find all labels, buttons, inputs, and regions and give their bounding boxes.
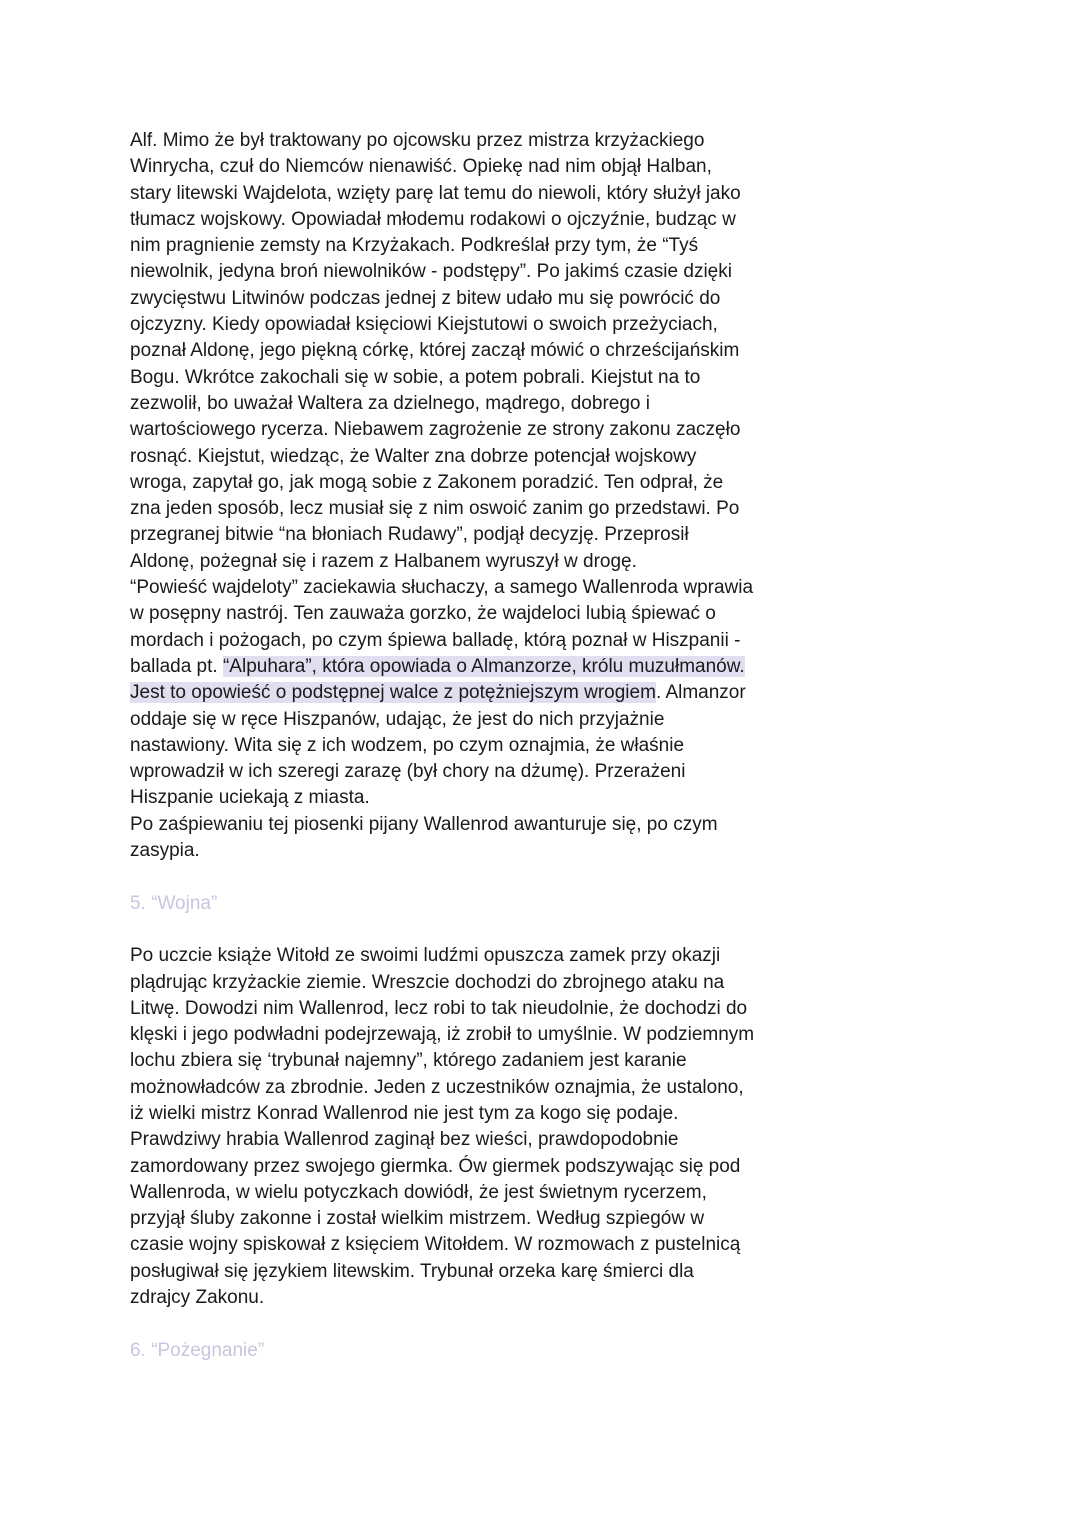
text-line: Wallenroda, w wielu potyczkach dowiódł, że jest świetnym rycerzem, (130, 1181, 707, 1203)
text-line: plądrując krzyżackie ziemie. Wreszcie dochodzi do zbrojnego ataku na (130, 971, 725, 993)
text-line: Aldonę, pożegnał się i razem z Halbanem wyruszył w drogę. (130, 550, 637, 572)
text-line: oddaje się w ręce Hiszpanów, udając, że jest do nich przyjażnie (130, 708, 665, 730)
text-line: zwycięstwu Litwinów podczas jednej z bitew udało mu się powrócić do (130, 287, 721, 309)
text-line: Litwę. Dowodzi nim Wallenrod, lecz robi to tak nieudolnie, że dochodzi do (130, 997, 748, 1019)
text-line: Hiszpanie uciekają z miasta. (130, 787, 370, 809)
text-line: “Powieść wajdeloty” zaciekawia słuchaczy, a samego Wallenroda wprawia (130, 577, 754, 599)
text-run: ballada pt. (130, 655, 223, 677)
highlighted-text: Jest to opowieść o podstępnej walce z potężniejszym wrogiem (130, 682, 656, 704)
document-page (130, 128, 810, 1364)
spacer (130, 864, 810, 890)
spacer (130, 1311, 810, 1337)
text-line: rosnąć. Kiejstut, wiedząc, że Walter zna dobrze potencjał wojskowy (130, 445, 697, 467)
text-line: zezwolił, bo uważał Waltera za dzielnego, mądrego, dobrego i (130, 392, 650, 414)
text-line: Alf. Mimo że był traktowany po ojcowsku przez mistrza krzyżackiego (130, 130, 705, 151)
text-line: wartościowego rycerza. Niebawem zagrożenie ze strony zakonu zaczęło (130, 419, 741, 441)
text-line: zdrajcy Zakonu. (130, 1287, 265, 1309)
text-line: poznał Aldonę, jego piękną córkę, której zaczął mówić o chrześcijańskim (130, 340, 740, 362)
text-line: Prawdziwy hrabia Wallenrod zaginął bez wieści, prawdopodobnie (130, 1129, 679, 1151)
text-line: stary litewski Wajdelota, wzięty parę lat temu do niewoli, który służył jako (130, 182, 741, 204)
text-line: posługiwał się językiem litewskim. Trybunał orzeka karę śmierci dla (130, 1260, 694, 1282)
text-line: niewolnik, jedyna broń niewolników - podstępy”. Po jakimś czasie dzięki (130, 261, 732, 283)
text-line: przyjął śluby zakonne i został wielkim mistrzem. Według szpiegów w (130, 1208, 705, 1230)
text-line: iż wielki mistrz Konrad Wallenrod nie jest tym za kogo się podaje. (130, 1102, 679, 1124)
text-line: klęski i jego podwładni podejrzewają, iż zrobił to umyślnie. W podziemnym (130, 1024, 755, 1046)
section-6-heading: 6. “Pożegnanie” (130, 1339, 265, 1361)
text-line: Po zaśpiewaniu tej piosenki pijany Wallenrod awanturuje się, po czym (130, 813, 718, 835)
text-line: zasypia. (130, 840, 200, 862)
text-line: nim pragnienie zemsty na Krzyżakach. Podkreślał przy tym, że “Tyś (130, 235, 699, 257)
text-line: Bogu. Wkrótce zakochali się w sobie, a potem pobrali. Kiejstut na to (130, 366, 701, 388)
section-5-paragraph (130, 943, 810, 1311)
text-line: lochu zbiera się ‘trybunał najemny”, którego zadaniem jest karanie (130, 1050, 687, 1072)
text-line: wroga, zapytał go, jak mogą sobie z Zakonem poradzić. Ten odprał, że (130, 471, 724, 493)
section-4-paragraph (130, 128, 810, 864)
text-line: zamordowany przez swojego giermka. Ów giermek podszywając się pod (130, 1155, 741, 1177)
text-line: wprowadził w ich szeregi zarazę (był chory na dżumę). Przerażeni (130, 761, 686, 783)
text-line: zna jeden sposób, lecz musiał się z nim oswoić zanim go przedstawi. Po (130, 498, 740, 520)
text-line: nastawiony. Wita się z ich wodzem, po czym oznajmia, że właśnie (130, 734, 685, 756)
section-5-heading: 5. “Wojna” (130, 892, 218, 914)
text-line: możnowładców za zbrodnie. Jeden z uczestników oznajmia, że ustalono, (130, 1076, 744, 1098)
spacer (130, 917, 810, 943)
text-line: ojczyzny. Kiedy opowiadał księciowi Kiejstutowi o swoich przeżyciach, (130, 314, 718, 336)
text-line (130, 680, 810, 706)
text-line: czasie wojny spiskował z księciem Witołdem. W rozmowach z pustelnicą (130, 1234, 741, 1256)
text-line: mordach i pożogach, po czym śpiewa balladę, którą poznał w Hiszpanii - (130, 629, 741, 651)
text-line: przegranej bitwie “na błoniach Rudawy”, podjął decyzję. Przeprosił (130, 524, 689, 546)
highlighted-text: “Alpuhara”, która opowiada o Almanzorze, królu muzułmanów. (222, 655, 745, 677)
text-line: Po uczcie książe Witołd ze swoimi ludźmi opuszcza zamek przy okazji (130, 945, 721, 967)
text-line (130, 654, 810, 680)
text-line: Winrycha, czuł do Niemców nienawiść. Opiekę nad nim objął Halban, (130, 156, 712, 178)
text-line: w posępny nastrój. Ten zauważa gorzko, że wajdeloci lubią śpiewać o (130, 603, 716, 625)
text-run: . Almanzor (655, 682, 746, 704)
text-line: tłumacz wojskowy. Opowiadał młodemu rodakowi o ojczyźnie, budząc w (130, 208, 736, 230)
